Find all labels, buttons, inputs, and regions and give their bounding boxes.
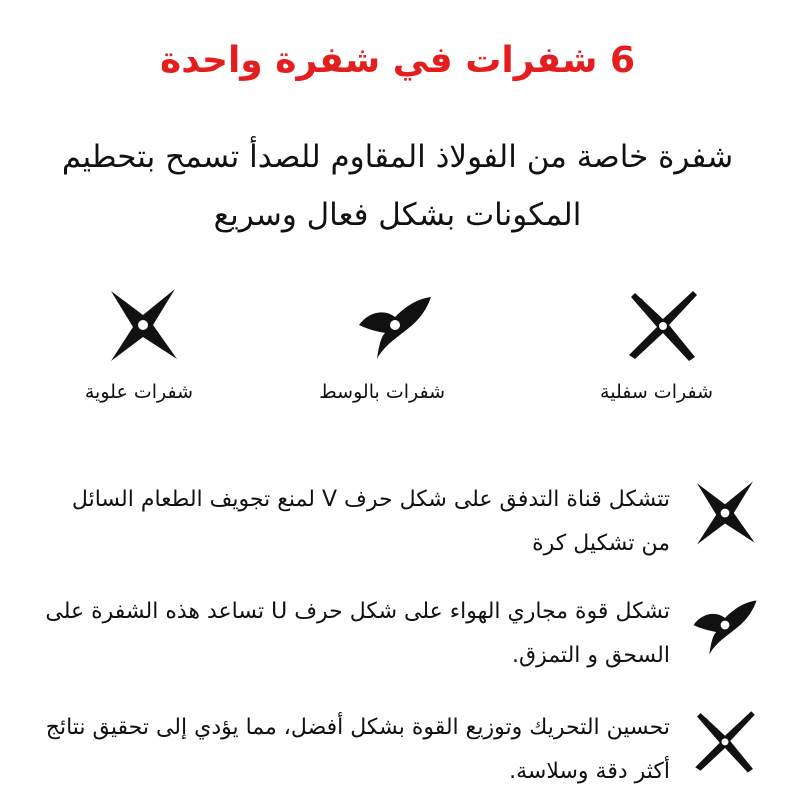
feature-text: تتشكل قناة التدفق على شكل حرف V لمنع تجويف الطعام السائل من تشكيل كرة bbox=[71, 487, 670, 556]
feature-text: تحسين التحريك وتوزيع القوة بشكل أفضل، مما يؤدي إلى تحقيق نتائج أكثر دقة وسلاسة. bbox=[45, 715, 670, 784]
page-subtitle: شفرة خاصة من الفولاذ المقاوم للصدأ تسمح بتحطيم المكونات بشكل فعال وسريع bbox=[61, 139, 734, 233]
blade-bottom bbox=[600, 285, 713, 403]
page-title: 6 شفرات في شفرة واحدة bbox=[159, 40, 636, 81]
feature-text: تشكل قوة مجاري الهواء على شكل حرف U تساعد هذه الشفرة على السحق و التمزق. bbox=[45, 599, 670, 668]
star-blade-icon bbox=[103, 285, 183, 365]
feature-item bbox=[40, 478, 760, 568]
star-blade-icon bbox=[690, 478, 760, 548]
blade-top bbox=[84, 285, 193, 403]
curved-blade-icon bbox=[355, 285, 435, 365]
blade-bottom-label: شفرات سفلية bbox=[600, 381, 713, 403]
blade-middle-label: شفرات بالوسط bbox=[319, 381, 445, 403]
serrated-blade-icon bbox=[623, 285, 703, 365]
blade-top-label: شفرات علوية bbox=[84, 381, 193, 403]
curved-blade-icon bbox=[690, 590, 760, 660]
blade-middle bbox=[319, 285, 445, 403]
serrated-blade-icon bbox=[690, 706, 760, 776]
feature-item bbox=[40, 590, 760, 680]
feature-item bbox=[40, 706, 760, 796]
